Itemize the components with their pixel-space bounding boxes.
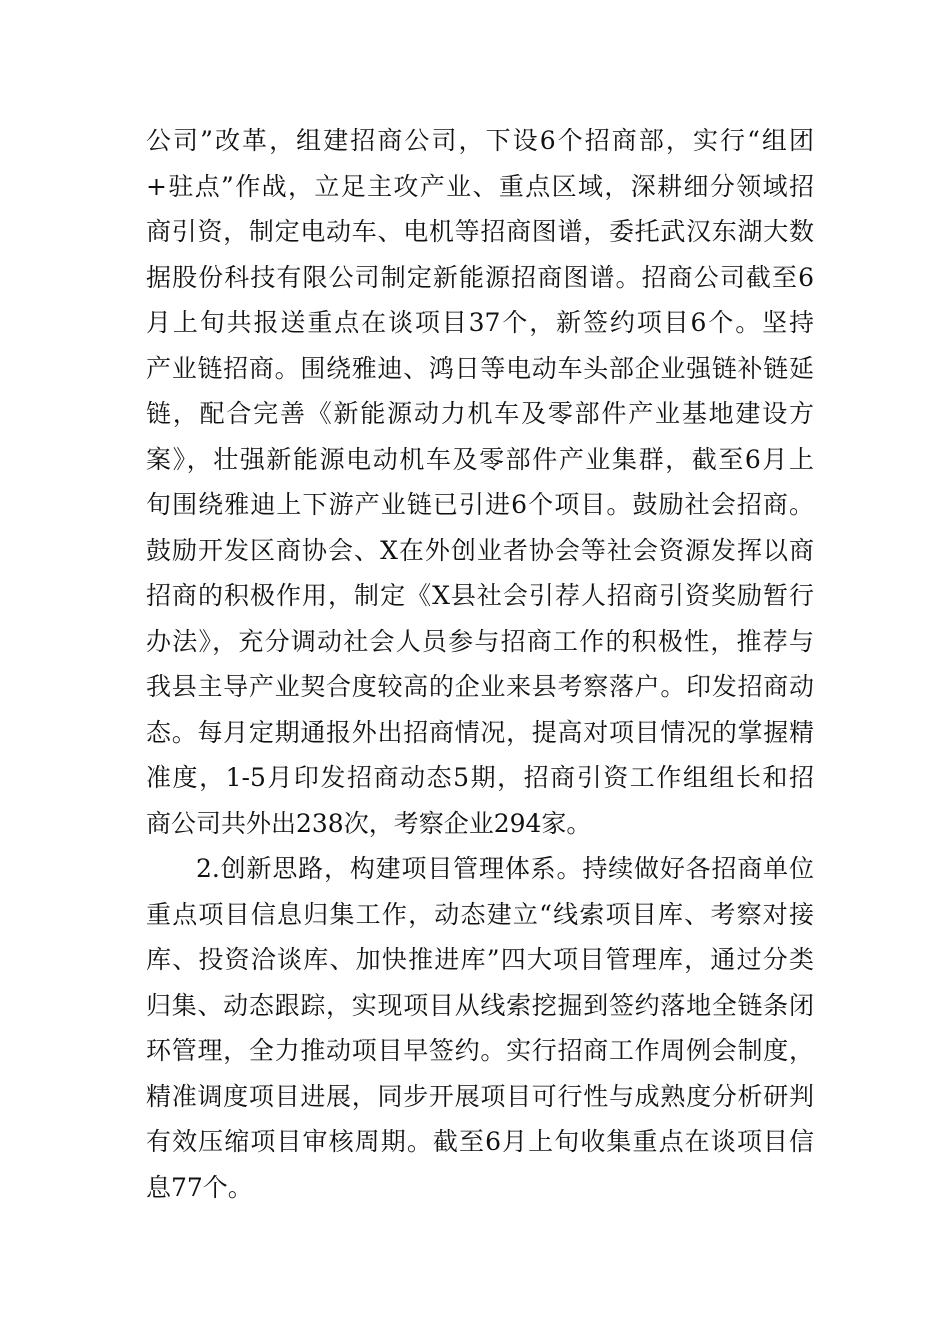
text-line: 环管理，全力推动项目早签约。实行招商工作周例会制度， — [146, 1036, 814, 1065]
text-line: 公司”改革，组建招商公司，下设6个招商部，实行“组团 — [146, 126, 814, 155]
text-line: 鼓励开发区商协会、X在外创业者协会等社会资源发挥以商 — [146, 535, 814, 565]
text-line: 招商的积极作用，制定《X县社会引荐人招商引资奖励暂行 — [146, 581, 814, 610]
text-line: 旬围绕雅迪上下游产业链已引进6个项目。鼓励社会招商。 — [146, 490, 814, 519]
text-line: 态。每月定期通报外出招商情况，提高对项目情况的掌握精 — [146, 717, 814, 747]
text-line: 归集、动态跟踪，实现项目从线索挖掘到签约落地全链条闭 — [146, 990, 814, 1020]
text-line: 办法》，充分调动社会人员参与招商工作的积极性，推荐与 — [146, 626, 814, 656]
text-line: +驻点”作战，立足主攻产业、重点区域，深耕细分领域招 — [146, 171, 814, 201]
text-line: 重点项目信息归集工作，动态建立“线索项目库、考察对接 — [146, 899, 814, 929]
text-line: 准度，1-5月印发招商动态5期，招商引资工作组组长和招 — [146, 763, 814, 792]
text-line: 商公司共外出238次，考察企业294家。 — [146, 808, 592, 838]
text-line: 库、投资洽谈库、加快推进库”四大项目管理库，通过分类 — [146, 945, 814, 974]
text-line: 精准调度项目进展，同步开展项目可行性与成熟度分析研判 — [146, 1081, 814, 1111]
text-line: 2.创新思路，构建项目管理体系。持续做好各招商单位 — [196, 854, 814, 883]
text-line: 链，配合完善《新能源动力机车及零部件产业基地建设方 — [146, 399, 814, 428]
text-line: 产业链招商。围绕雅迪、鸿日等电动车头部企业强链补链延 — [146, 353, 814, 383]
paragraph-investment-promotion — [146, 118, 814, 846]
paragraph-project-management — [146, 846, 814, 1210]
text-line: 商引资，制定电动车、电机等招商图谱，委托武汉东湖大数 — [146, 217, 814, 246]
document-body — [146, 118, 814, 1210]
text-line: 案》，壮强新能源电动机车及零部件产业集群，截至6月上 — [146, 444, 814, 474]
text-line: 月上旬共报送重点在谈项目37个，新签约项目6个。坚持 — [146, 308, 814, 337]
text-line: 据股份科技有限公司制定新能源招商图谱。招商公司截至6 — [146, 262, 814, 292]
text-line: 息77个。 — [146, 1172, 253, 1202]
text-line: 有效压缩项目审核周期。截至6月上旬收集重点在谈项目信 — [146, 1127, 814, 1156]
text-line: 我县主导产业契合度较高的企业来县考察落户。印发招商动 — [146, 672, 814, 701]
